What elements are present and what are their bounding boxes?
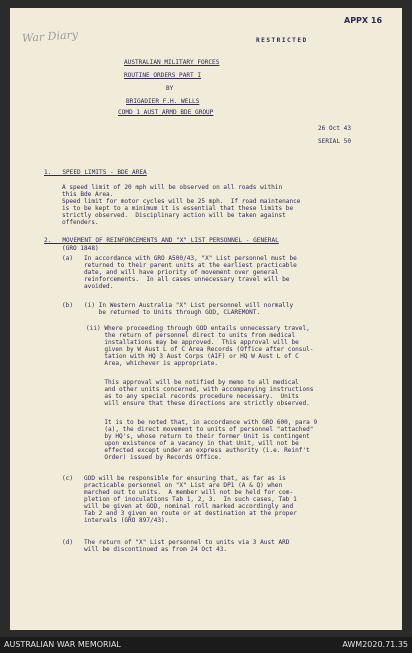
text-line: date, and will have priority of movement over general — [62, 269, 279, 276]
text-line: the return of personnel direct to units from medical — [86, 332, 296, 339]
header-org: AUSTRALIAN MILITARY FORCES — [124, 59, 220, 66]
footer-accession-number: AWM2020.71.35 — [342, 640, 408, 649]
text-line: as to any special records procedure necessary. Units — [86, 393, 299, 400]
serial-number: SERIAL 50 — [318, 138, 352, 145]
text-line: be returned to Units through GOD, CLAREMONT. — [62, 309, 261, 316]
text-line: will be given at GOD, nominal roll marked accordingly and — [62, 503, 294, 510]
text-line: avoided. — [62, 283, 114, 290]
text-line: marched out to units. A member will not be held for com- — [62, 489, 294, 496]
text-line: (a), the direct movement to units of personnel "attached" — [86, 426, 314, 433]
text-line: A speed limit of 20 mph will be observed on all roads within — [62, 184, 283, 191]
header-orders: ROUTINE ORDERS PART I — [124, 72, 202, 79]
text-line: Tab 2 and 3 given en route or at destination at the proper — [62, 510, 297, 517]
text-line: reinforcements. In all cases unnecessary travel will be — [62, 276, 290, 283]
text-line: effected except under an express authority (i.e. Reinf't — [86, 447, 310, 454]
text-line: practicable personnel on "X" List are DP1 (A & Q) when — [62, 482, 283, 489]
text-line: and other units concerned, with accompanying instructions — [86, 386, 314, 393]
header-by: BY — [166, 85, 174, 92]
text-line: will ensure that these directions are strictly observed. — [86, 400, 310, 407]
text-line: intervals (GRO 897/43). — [62, 517, 169, 524]
text-line: pletion of inoculations Tab 1, 2, 3. In such cases, Tab 1 — [62, 496, 297, 503]
archive-footer — [0, 637, 412, 653]
text-line: It is to be noted that, in accordance with GRO 600, para 9 — [86, 419, 318, 426]
text-line: by HQ's, whose return to their former Unit is contingent — [86, 433, 310, 440]
footer-institution: AUSTRALIAN WAR MEMORIAL — [4, 640, 121, 649]
header-commander: BRIGADIER F.H. WELLS — [126, 98, 200, 105]
text-line: strictly observed. Disciplinary action will be taken against — [62, 212, 286, 219]
text-line: (c) GOD will be responsible for ensuring that, as far as is — [62, 475, 286, 482]
document-page — [10, 8, 402, 630]
text-line: tation with HQ 3 Aust Corps (AIF) or HQ W Aust L of C — [86, 353, 299, 360]
text-line: (d) The return of "X" List personnel to units via 3 Aust ARD — [62, 539, 290, 546]
text-line: (b) (i) In Western Australia "X" List personnel will normally — [62, 302, 294, 309]
text-line: This approval will be notified by memo to all medical — [86, 379, 299, 386]
text-line: returned to their parent units at the earliest practicable — [62, 262, 297, 269]
text-line: installations may be approved. This approval will be — [86, 339, 299, 346]
text-line: Area, whichever is appropriate. — [86, 360, 219, 367]
text-line: this Bde Area. — [62, 191, 114, 198]
text-line: given by W Aust L of C Area Records (Office after consul- — [86, 346, 314, 353]
item2-reference: (GRO 1848) — [62, 245, 99, 252]
item2-title: 2. MOVEMENT OF REINFORCEMENTS AND "X" LIST PERSONNEL - GENERAL — [44, 237, 279, 244]
header-formation: COMD 1 AUST ARMD BDE GROUP — [118, 109, 214, 116]
text-line: (a) In accordance with GRO A500/43, "X" List personnel must be — [62, 255, 297, 262]
item1-title: 1. SPEED LIMITS - BDE AREA — [44, 169, 147, 176]
handwritten-annotation: War Diary — [21, 28, 79, 45]
text-line: offenders. — [62, 219, 99, 226]
document-date: 26 Oct 43 — [318, 125, 352, 132]
text-line: is to be kept to a minimum it is essential that these limits be — [62, 205, 294, 212]
classification-label: RESTRICTED — [256, 37, 308, 44]
text-line: Order) issued by Records Office. — [86, 454, 222, 461]
appendix-mark: APPX 16 — [344, 16, 383, 25]
text-line: Speed limit for motor cycles will be 25 mph. If road maintenance — [62, 198, 301, 205]
text-line: will be discontinued as from 24 Oct 43. — [62, 546, 228, 553]
text-line: upon existence of a vacancy in that Unit, will not be — [86, 440, 299, 447]
text-line: (ii) Where proceeding through GOD entails unnecessary travel, — [86, 325, 310, 332]
